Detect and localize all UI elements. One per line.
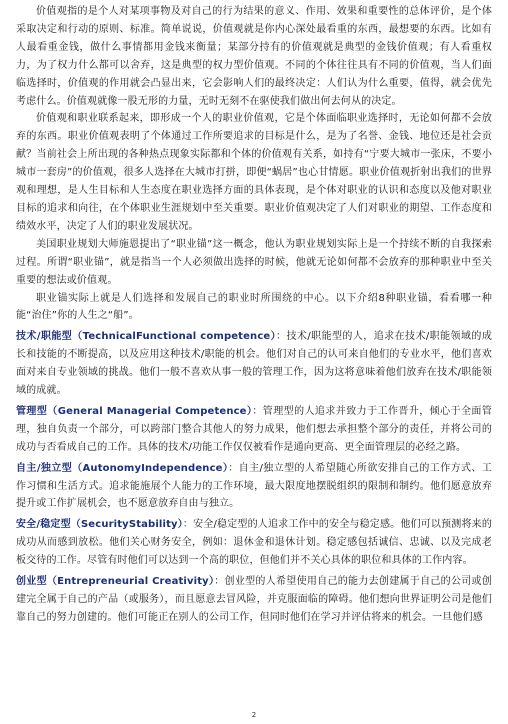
anchor-type-name: 管理型 <box>16 405 48 417</box>
anchor-type-technical: 技术/职能型（TechnicalFunctional competence）：技术/职能型的人，追求在技术/职能领域的成长和技能的不断提高，以及应用这种技术/职能的机会。他们对自己的认可来自他们的专业水平，他们喜欢面对来自专业领域的挑战。他们一般不喜欢从事一般的管理工作，因为这将意味着他们放弃在技术/职能领域的成就。 <box>16 331 492 397</box>
anchor-type-description: ：安全/稳定型的人追求工作中的安全与稳定感。他们可以预测将来的成功从而感到放松。他们关心财务安全，例如：退休金和退休计划。稳定感包括诚信、忠诚、以及完成老板交待的工作。尽管有时他们可以达到一个高的职位，但他们并不关心具体的职位和具体的工作内容。 <box>16 519 492 567</box>
anchor-type-english: SecurityStability <box>80 519 178 531</box>
paragraph-career-anchor-intro: 职业锚实际上就是人们选择和发展自己的职业时所围绕的中心。以下介绍8种职业锚，看看哪一种能“治住”你的人生之“船”。 <box>16 292 492 322</box>
anchor-type-english: AutonomyIndependence <box>82 462 223 474</box>
anchor-type-managerial: 管理型（General Managerial Competence）：管理型的人追求并致力于工作晋升，倾心于全面管理，独自负责一个部分，可以跨部门整合其他人的努力成果，他们想去承担整个部分的责任，并将公司的成功与否看成自己的工作。具体的技术/功能工作仅仅被看作是通向更高、更全面管理层的必经之路。 <box>16 405 492 453</box>
anchor-type-english: General Managerial Competence <box>57 405 247 417</box>
paragraph-career-values: 价值观和职业联系起来，即形成一个人的职业价值观，它是个体面临职业选择时，无论如何都不会放弃的东西。职业价值观表明了个体通过工作所要追求的目标是什么，是为了名誉、金钱、地位还是社会贡献？当前社会上所出现的各种热点现象实际都和个体的价值观有关系，如持有“宁要大城市一张床，不要小城市一套房”的价值观，很多人选择在大城市打拼，即便“蜗居”也心甘情愿。职业价值观折射出我们的世界观和理想，是人生目标和人生态度在职业选择方面的具体表现，是个体对职业的认识和态度以及他对职业目标的追求和向往，在个体职业生涯规划中至关重要。职业价值观决定了人们对职业的期望、工作态度和绩效水平，决定了人们的职业发展状况。 <box>16 113 492 232</box>
paragraph-values-definition: 价值观指的是个人对某项事物及对自己的行为结果的意义、作用、效果和重要性的总体评价，是个体采取决定和行动的原则、标准。简单说说，价值观就是你内心深处最看重的东西，最想要的东西。比如有人最看重金钱，做什么事情都用金钱来衡量；某部分持有的价值观就是典型的金钱价值观；有人看重权力，为了权力什么都可以舍弃，这是典型的权力型价值观。不同的个体往往具有不同的价值观，当人们面临选择时，价值观的作用就会凸显出来，它会影响人们的最终决定：人们认为什么重要，值得，就会优先考虑什么。价值观就像一股无形的力量，无时无刻不在驱使我们做出何去何从的决定。 <box>16 6 492 107</box>
anchor-type-name: 自主/独立型 <box>16 462 73 474</box>
anchor-type-description: ：创业型的人希望使用自己的能力去创建属于自己的公司或创建完全属于自己的产品（或服务），而且愿意去冒风险，并克服面临的障碍。他们想向世界证明公司是他们靠自己的努力创建的。他们可能正在别人的公司工作，但同时他们在学习并评估将来的机会。一旦他们感 <box>16 576 492 623</box>
anchor-type-description: ：管理型的人追求并致力于工作晋升，倾心于全面管理，独自负责一个部分，可以跨部门整合其他人的努力成果，他们想去承担整个部分的责任，并将公司的成功与否看成自己的工作。具体的技术/功能工作仅仅被看作是通向更高、更全面管理层的必经之路。 <box>16 405 492 453</box>
anchor-type-name: 技术/职能型 <box>16 331 73 343</box>
anchor-type-name: 安全/稳定型 <box>16 519 71 531</box>
anchor-type-description: ：技术/职能型的人，追求在技术/职能领域的成长和技能的不断提高，以及应用这种技术/职能的机会。他们对自己的认可来自他们的专业水平，他们喜欢面对来自专业领域的挑战。他们一般不喜欢从事一般的管理工作，因为这将意味着他们放弃在技术/职能领域的成就。 <box>16 331 492 397</box>
anchor-type-english: TechnicalFunctional competence <box>82 331 271 343</box>
anchor-type-autonomy: 自主/独立型（AutonomyIndependence）：自主/独立型的人希望随心所欲安排自己的工作方式、工作习惯和生活方式。追求能施展个人能力的工作环境，最大限度地摆脱组织的限制和制约。他们愿意放弃提升或工作扩展机会，也不愿意放弃自由与独立。 <box>16 462 492 510</box>
anchor-type-description: ：自主/独立型的人希望随心所欲安排自己的工作方式、工作习惯和生活方式。追求能施展个人能力的工作环境，最大限度地摆脱组织的限制和制约。他们愿意放弃提升或工作扩展机会，也不愿意放弃自由与独立。 <box>16 462 492 510</box>
anchor-type-entrepreneurial: 创业型（Entrepreneurial Creativity）：创业型的人希望使用自己的能力去创建属于自己的公司或创建完全属于自己的产品（或服务），而且愿意去冒风险，并克服面临的障碍。他们想向世界证明公司是他们靠自己的努力创建的。他们可能正在别人的公司工作，但同时他们在学习并评估将来的机会。一旦他们感 <box>16 576 492 623</box>
anchor-type-english: Entrepreneurial Creativity <box>57 576 209 588</box>
paragraph-career-anchor-concept: 美国职业规划大师施恩提出了“职业锚”这一概念，他认为职业规划实际上是一个持续不断的自我探索过程。所谓“职业锚”，就是指当一个人必须做出选择的时候，他就无论如何都不会放弃的那种职业中至关重要的想法或价值观。 <box>16 238 492 286</box>
page-number: 2 <box>251 711 257 719</box>
anchor-type-name: 创业型 <box>16 576 47 588</box>
anchor-type-security: 安全/稳定型（SecurityStability）：安全/稳定型的人追求工作中的安全与稳定感。他们可以预测将来的成功从而感到放松。他们关心财务安全，例如：退休金和退休计划。稳定感包括诚信、忠诚、以及完成老板交待的工作。尽管有时他们可以达到一个高的职位，但他们并不关心具体的职位和具体的工作内容。 <box>16 519 492 567</box>
